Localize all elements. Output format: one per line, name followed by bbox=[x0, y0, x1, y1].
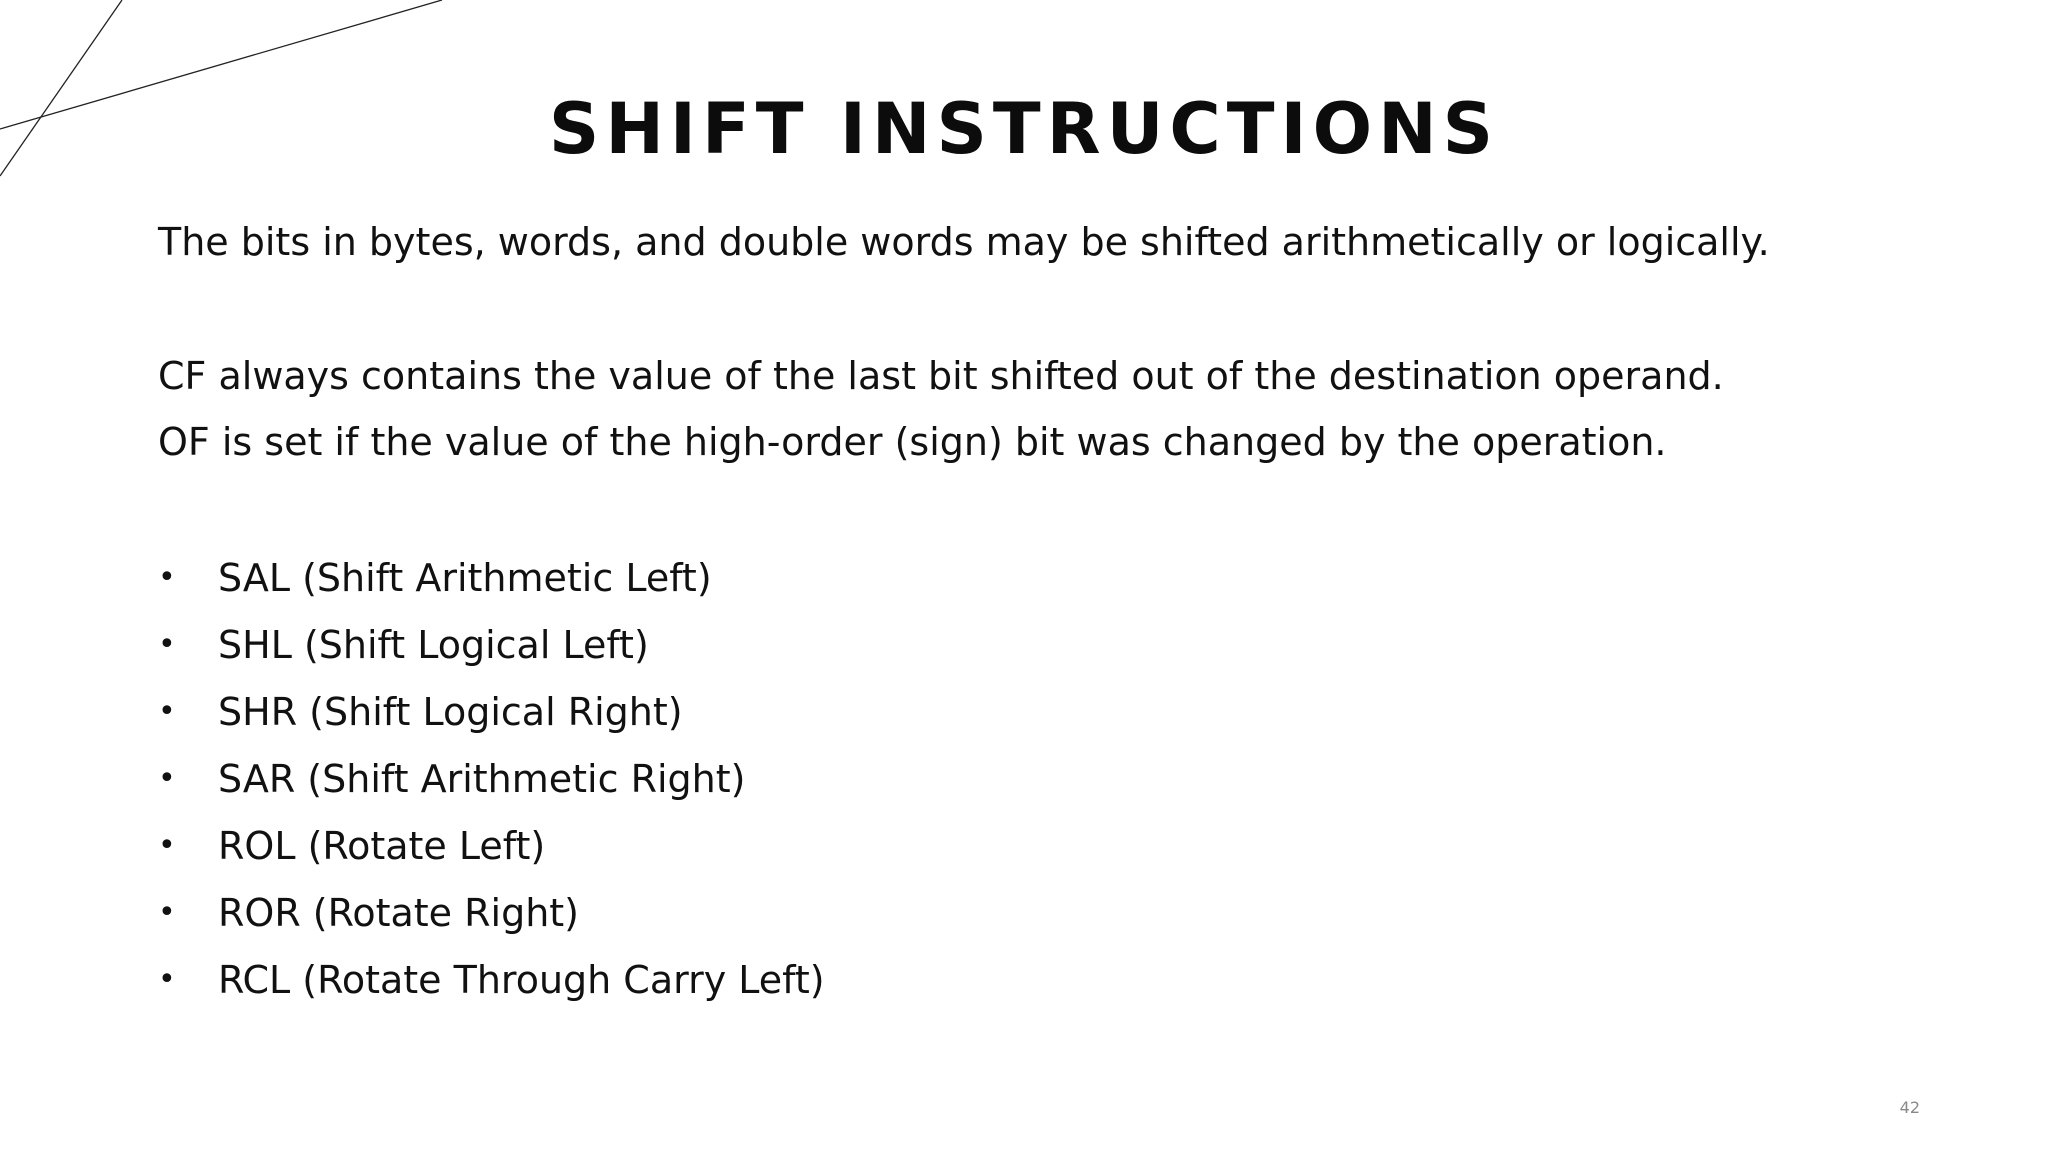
page-number: 42 bbox=[1899, 1098, 1920, 1117]
list-item-label: RCL (Rotate Through Carry Left) bbox=[218, 958, 825, 1002]
bullet-icon: • bbox=[158, 828, 176, 863]
list-item-label: SAL (Shift Arithmetic Left) bbox=[218, 556, 712, 600]
paragraph-of-flag: OF is set if the value of the high-order (sign) bit was changed by the operation. bbox=[158, 420, 1667, 464]
bullet-icon: • bbox=[158, 560, 176, 595]
paragraph-shift-intro: The bits in bytes, words, and double words may be shifted arithmetically or logically. bbox=[158, 220, 1770, 264]
bullet-icon: • bbox=[158, 627, 176, 662]
bullet-icon: • bbox=[158, 962, 176, 997]
list-item-label: SHR (Shift Logical Right) bbox=[218, 690, 683, 734]
list-item-label: ROR (Rotate Right) bbox=[218, 891, 579, 935]
list-item-label: SAR (Shift Arithmetic Right) bbox=[218, 757, 746, 801]
slide-title: SHIFT INSTRUCTIONS bbox=[548, 88, 1500, 170]
bullet-icon: • bbox=[158, 895, 176, 930]
paragraph-cf-flag: CF always contains the value of the last bit shifted out of the destination operand. bbox=[158, 354, 1724, 398]
list-item-label: SHL (Shift Logical Left) bbox=[218, 623, 649, 667]
bullet-icon: • bbox=[158, 761, 176, 796]
bullet-icon: • bbox=[158, 694, 176, 729]
list-item-label: ROL (Rotate Left) bbox=[218, 824, 546, 868]
